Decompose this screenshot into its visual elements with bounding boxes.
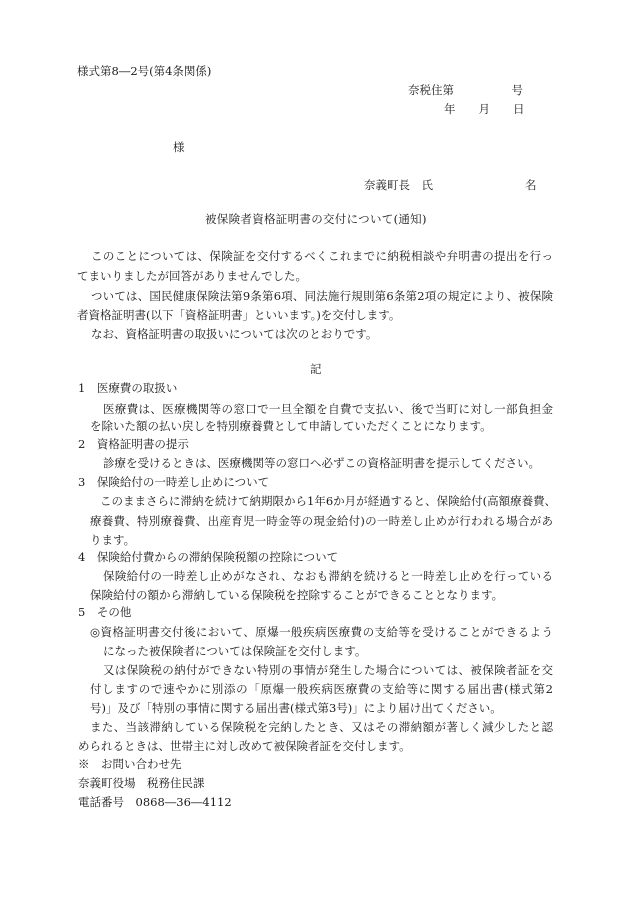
recipient-line: 様 [173,140,185,154]
intro-paragraph-1-line-2: てまいりましたが回答がありませんでした。 [77,269,307,283]
section-3-heading: 3 保険給付の一時差し止めについて [78,475,270,489]
section-5-paragraph-2-line-1: 又は保険税の納付ができない特別の事情が発生した場合については、被保険者証を交 [103,663,553,677]
section-1-line-1: 医療費は、医療機関等の窓口で一旦全額を自費で支払い、後で当町に対し一部負担金 [103,402,553,416]
contact-label: ※ お問い合わせ先 [78,757,182,771]
section-2-heading: 2 資格証明書の提示 [78,437,189,451]
section-4-line-1: 保険給付の一時差し止めがなされ、なおも滞納を続けると一時差し止めを行っている [103,569,553,583]
section-5-bullet-1-line-2: になった被保険者については保険証を交付します。 [103,644,367,658]
section-5-paragraph-2-line-2: 付しますので速やかに別添の「原爆一般疾病医療費の支給等に関する届出書(様式第2 [90,682,553,696]
section-5-paragraph-2-line-3: 号)」及び「特別の事情に関する届出書(様式第3号)」により届け出てください。 [90,701,502,715]
document-number: 奈税住第 号 [408,83,523,97]
contact-phone: 電話番号 0868―36―4112 [78,795,232,809]
ki-marker: 記 [310,362,322,376]
section-2-line-1: 診療を受けるときは、医療機関等の窓口へ必ずこの資格証明書を提示してください。 [103,456,540,470]
section-3-line-1: このままさらに滞納を続けて納期限から1年6か月が経過すると、保険給付(高額療養費、 [100,494,557,508]
intro-paragraph-2-line-1: ついては、国民健康保険法第9条第6項、同法施行規則第6条第2項の規定により、被保険 [91,289,553,303]
section-4-heading: 4 保険給付費からの滞納保険税額の控除について [78,550,339,564]
intro-paragraph-1-line-1: このことについては、保険証を交付するべくこれまでに納税相談や弁明書の提出を行っ [91,249,553,263]
section-5-paragraph-3-line-1: また、当該滞納している保険税を完納したとき、又はその滞納額が著しく減少したと認 [90,720,553,734]
section-5-bullet-1-line-1: ◎資格証明書交付後において、原爆一般疾病医療費の支給等を受けることができるよう [90,625,553,639]
document-title: 被保険者資格証明書の交付について(通知) [205,212,427,226]
section-1-heading: 1 医療費の取扱い [78,381,178,395]
issue-date: 年 月 日 [444,102,525,116]
section-5-heading: 5 その他 [78,605,132,619]
section-3-line-2: 療養費、特別療養費、出産育児一時金等の現金給付)の一時差し止めが行われる場合があ [90,514,553,528]
intro-paragraph-3: なお、資格証明書の取扱いについては次のとおりです。 [91,327,378,341]
intro-paragraph-2-line-2: 者資格証明書(以下「資格証明書」といいます。)を交付します。 [77,308,401,322]
form-number: 様式第8―2号(第4条関係) [77,64,212,78]
section-1-line-2: を除いた額の払い戻しを特別療養費として申請していただくことになります。 [90,419,492,433]
section-3-line-3: ります。 [90,533,136,547]
contact-office: 奈義町役場 税務住民課 [78,776,205,790]
section-4-line-2: 保険給付の額から滞納している保険税を控除することができることとなります。 [90,588,504,602]
section-5-paragraph-3-line-2: められるときは、世帯主に対し改めて被保険者証を交付します。 [78,739,411,753]
sender-line: 奈義町長 氏 名 [364,178,537,192]
